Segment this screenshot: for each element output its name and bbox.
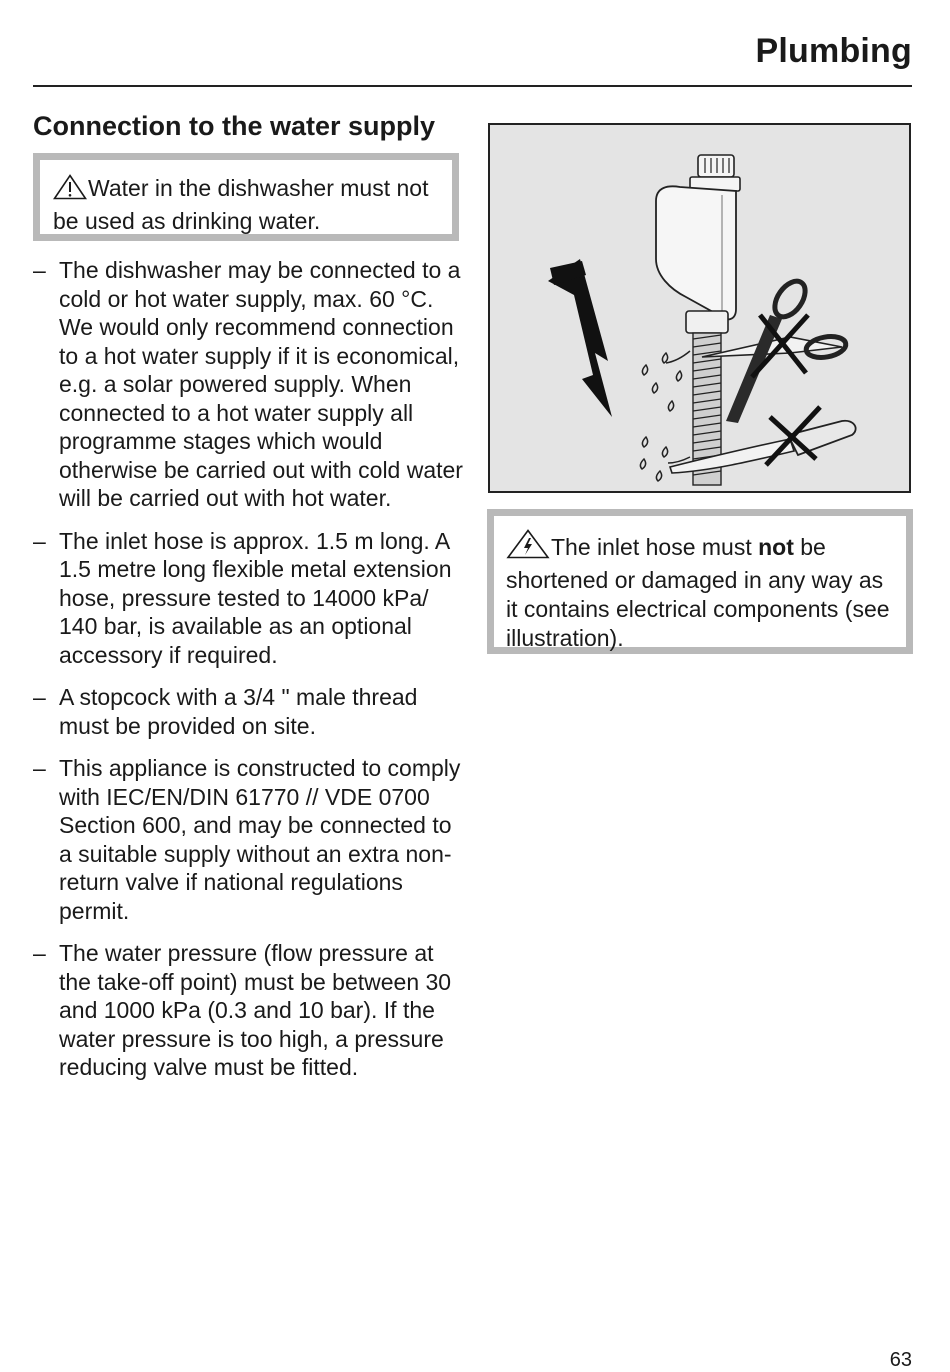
list-item-text: A stopcock with a 3/4 " male thread must be provided on site. bbox=[59, 684, 418, 739]
page-section-title: Plumbing bbox=[755, 32, 912, 70]
warning-triangle-icon bbox=[53, 174, 87, 207]
header-divider bbox=[33, 85, 912, 87]
inlet-hose bbox=[656, 155, 740, 485]
list-item-text: The dishwasher may be connected to a cold or hot water supply, max. 60 °C. We would only recommend connection to a hot water supply if it is economical, e.g. a solar powered supply. When connected to a hot water supply all programme stages which would otherwise be carried out with cold water will be carried out with hot water. bbox=[59, 257, 463, 511]
bullet-dash: – bbox=[33, 527, 46, 554]
list-item bbox=[33, 683, 463, 740]
section-heading: Connection to the water supply bbox=[33, 111, 436, 141]
warning-emphasis: not bbox=[758, 534, 794, 560]
inlet-hose-illustration bbox=[488, 123, 911, 493]
requirements-list bbox=[33, 256, 463, 1096]
bullet-dash: – bbox=[33, 755, 46, 781]
list-item-text: This appliance is constructed to comply with IEC/EN/DIN 61770 // VDE 0700 Section 600, and may be connected to a suitable supply without an extra non-return valve if national regulations permit. bbox=[59, 755, 461, 924]
bullet-dash: – bbox=[33, 257, 46, 283]
list-item bbox=[33, 527, 463, 670]
warning-text: Water in the dishwasher must not be used as drinking water. bbox=[53, 175, 429, 234]
list-item bbox=[33, 754, 463, 925]
page-number: 63 bbox=[889, 1349, 912, 1371]
list-item bbox=[33, 939, 463, 1082]
drinking-water-warning bbox=[33, 153, 459, 241]
water-spray bbox=[640, 351, 690, 481]
electrical-warning-icon bbox=[506, 529, 550, 566]
lightning-bolt-icon bbox=[548, 259, 612, 417]
bullet-dash: – bbox=[33, 940, 46, 966]
list-item bbox=[33, 256, 463, 513]
bullet-dash: – bbox=[33, 684, 46, 710]
list-item-text: The inlet hose is approx. 1.5 m long. A 1.5 metre long flexible metal extension hose, pressure tested to 14000 kPa/ 140 bar, is available as an optional accessory if required. bbox=[59, 527, 452, 668]
list-item-text: The water pressure (flow pressure at the take-off point) must be between 30 and 1000 kPa (0.3 and 10 bar). If the water pressure is too high, a pressure reducing valve must be fitted. bbox=[59, 940, 452, 1080]
warning-text-start: The inlet hose must bbox=[551, 534, 759, 560]
inlet-hose-warning bbox=[487, 509, 913, 654]
warning-text-end: be shortened or damaged in any way as it contains electrical components (see illustration). bbox=[506, 534, 890, 651]
